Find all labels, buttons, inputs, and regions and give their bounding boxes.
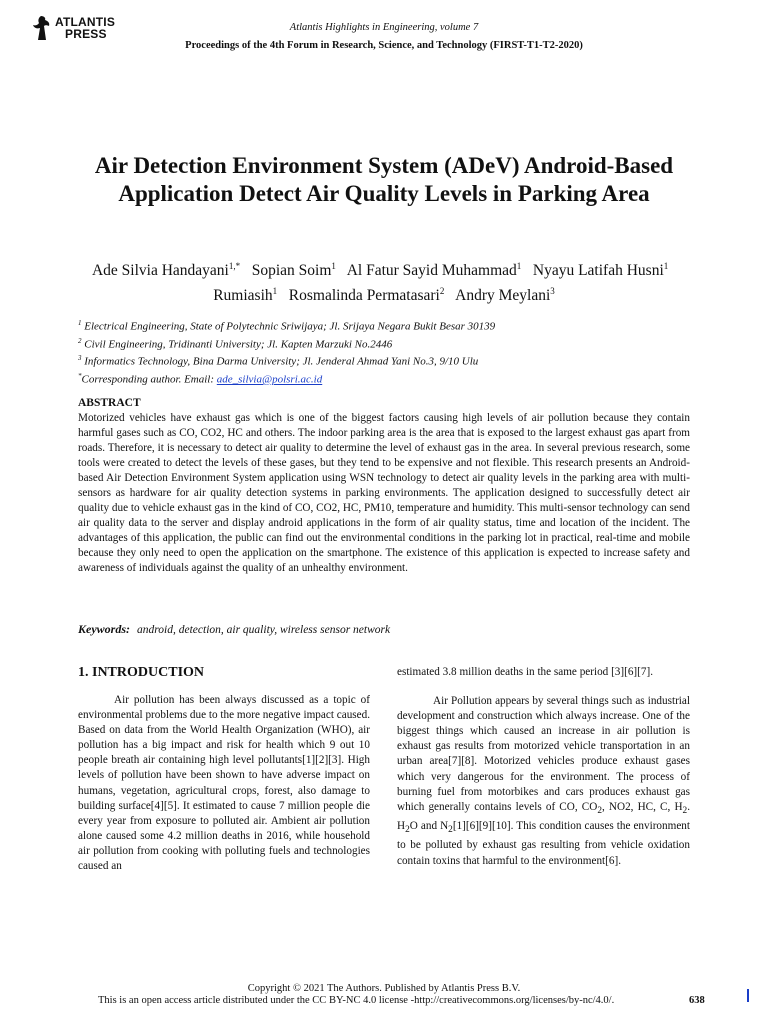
affiliation: $^1$ Electrical Engineering, State of Polytechnic Sriwijaya; Jl. Srijaya Negara Bukit Besar 30139 [78, 319, 496, 333]
section-heading: 1. INTRODUCTION [78, 665, 205, 680]
affiliations [78, 316, 698, 387]
column-right [397, 665, 690, 869]
author: Al Fatur Sayid Muhammad$^1$ [346, 261, 522, 280]
logo-line2: PRESS [65, 27, 107, 41]
logo-line1: ATLANTIS [55, 15, 116, 29]
author: Nyayu Latifah Husni$^1$ [532, 261, 669, 280]
column-left [78, 693, 370, 874]
page-number: 638 [689, 995, 705, 1006]
page-edge-marker [747, 989, 749, 1002]
paragraph: Air Pollution appears by several things such as industrial development and construction which always increase. One of the biggest things which caused an increase in air pollution is exhaust gas results from motorized vehicle transportation in an urban area[7][8]. Motorized vehicles produce exhaust gases which very dangerous for the environment. The process of burning fuel from motorbikes and cars produces exhaust gas which generally contains levels of CO, $CO_2$, NO2, HC, C, $H_2$. $H_2O$ and $N_2[1][6][9][10]$. This condition causes the environment to be polluted by exhaust gas resulting from vehicle oxidation contain toxins that harmful to the environment[6]. [397, 695, 690, 867]
affiliation: $^2$ Civil Engineering, Tridinanti University; Jl. Kapten Marzuki No.2446 [78, 336, 393, 351]
paragraph-continuation: estimated 3.8 million deaths in the same period [3][6][7]. [397, 666, 654, 678]
corresponding-author: *Corresponding author. Email: ade_silvia@polsri.ac.id [78, 371, 323, 386]
author: Rumiasih$^1$ [213, 286, 278, 305]
author: Rosmalinda Permatasari$^2$ [288, 286, 445, 305]
affiliation: $^3$ Informatics Technology, Bina Darma University; Jl. Jenderal Ahmad Yani No.3, 9/10 Ulu [78, 354, 479, 368]
author: Sopian Soim$^1$ [251, 261, 336, 280]
abstract-text: Motorized vehicles have exhaust gas which is one of the biggest factors causing high levels of air pollution because they contain harmful gases such as CO, CO2, HC and others. The indoor parking area is the area that is exposed to the largest exhaust gas apart from roads. Therefore, it is necessary to detect air quality to determine the level of exhaust gas in the area. In several previous research, some tools were created to detect the levels of these gases, but they tend to be expensive and not flexible. This research presents an Android-based Air Detection Environment System application using WSN technology to detect air quality levels in the parking area with multi-sensors as hardware for air quality detection systems in parking environments. The application designed to successfully detect air quality due to vehicle exhaust gas in the kind of CO, CO2, HC, PM10, temperature and humidity. This multi-sensor technology can send air quality data to the server and display android applications in the form of air quality status, time and location of the incident. The advantages of this application, the public can find out the environmental conditions in the parking lot in practical, real-time and mobile because they only need to open the application on the smartphone. The existence of this application is expected to increase safety and awareness of individuals against the quality of an unhealthy environment. [78, 412, 690, 575]
author: Andry Meylani$^3$ [455, 286, 555, 305]
keywords [78, 622, 390, 637]
abstract-heading: ABSTRACT [78, 397, 141, 409]
keywords-value: android, detection, air quality, wireless sensor network [137, 624, 391, 636]
paragraph: Air pollution has been always discussed as a topic of environmental problems due to the more negative impact caused. Based on data from the World Health Organization (WHO), air pollution has a big impact and risk for health which 9 out 10 people breath air containing high level pollutants[1][2][3]. High levels of pollution have been shown to have adverse impact on humans, vegetation, agricultural crops, forest, also damage to building surface[4][5]. It estimated to cause 7 million people die every year from exposure to polluted air. Ambient air pollution alone caused some 4.2 million deaths in 2016, while household air pollution from cooking with polluting fuels and technologies caused an [78, 694, 370, 873]
paper-title: Air Detection Environment System (ADeV) Android-Based Application Detect Air Quality Levels in Parking Area [94, 153, 674, 206]
author: Ade Silvia Handayani$^{1,*}$ [91, 261, 241, 280]
proceedings-title: Proceedings of the 4th Forum in Research, Science, and Technology (FIRST-T1-T2-2020) [185, 40, 583, 51]
license-notice: This is an open access article distributed under the CC BY-NC 4.0 license -http://creativecommons.org/licenses/by-nc/4.0/. [98, 995, 615, 1006]
keywords-label: Keywords: [78, 622, 130, 636]
copyright-notice: Copyright © 2021 The Authors. Published by Atlantis Press B.V. [247, 983, 521, 994]
author-list [60, 256, 708, 306]
email-link[interactable]: ade_silvia@polsri.ac.id [216, 373, 323, 386]
series-title: Atlantis Highlights in Engineering, volume 7 [289, 22, 479, 33]
